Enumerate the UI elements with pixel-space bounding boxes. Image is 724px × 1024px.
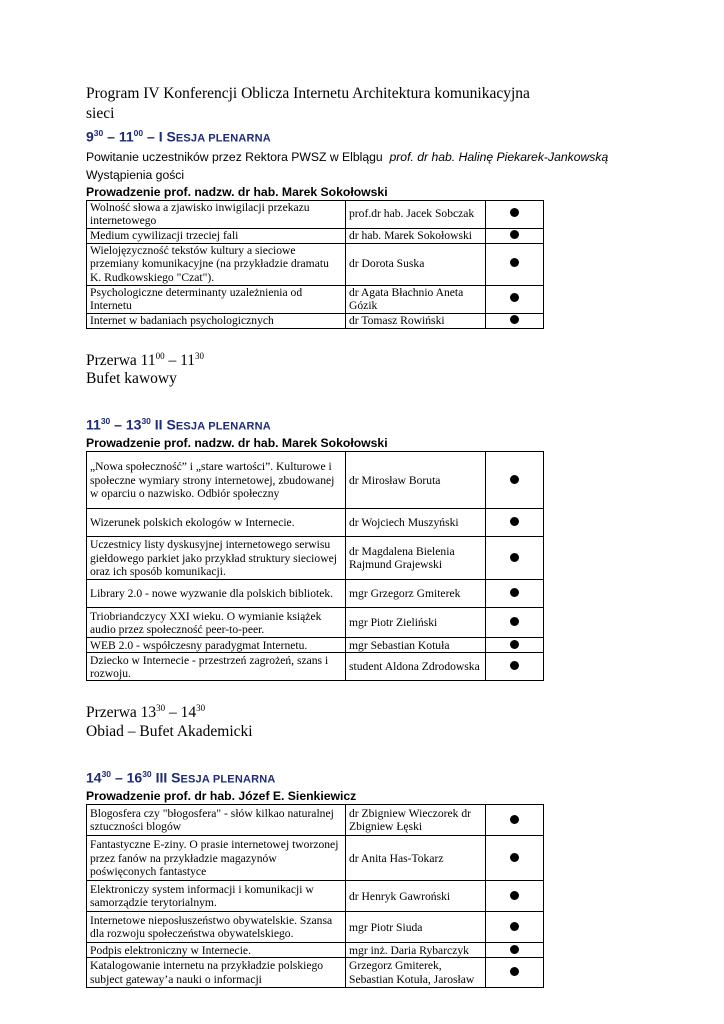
table-row: Internetowe nieposłuszeństwo obywatelskie. Szansa dla rozwoju społeczeństwa obywatelskiego. mgr Piotr Siuda (87, 912, 544, 943)
break-2-desc: Obiad – Bufet Akademicki (86, 722, 253, 740)
bullet-icon (510, 640, 519, 649)
document-page (86, 84, 609, 988)
bullet-icon (510, 967, 519, 976)
bullet-icon (510, 815, 519, 824)
break-1: Przerwa $11^{00} - 11^{30}$ (86, 350, 205, 369)
bullet-icon (510, 517, 519, 526)
session-1-welcome: Powitanie uczestników przez Rektora PWSZ w Elblągu prof. dr hab. Halinę Piekarek-Jankowską (86, 149, 609, 164)
table-row: Elektroniczy system informacji i komunikacji w samorządzie terytorialnym. dr Henryk Gawroński (87, 881, 544, 912)
table-row: „Nowa społeczność” i „stare wartości”. Kulturowe i społeczne wymiary strony internetowej, zbudowanej w oparciu o nazwisko. Odbiór społeczny dr Mirosław Boruta (87, 452, 544, 509)
table-row: Podpis elektroniczny w Internecie. mgr inż. Daria Rybarczyk (87, 943, 544, 958)
bullet-icon (510, 922, 519, 931)
bullet-icon (510, 315, 519, 324)
bullet-icon (510, 208, 519, 217)
bullet-icon (510, 293, 519, 302)
welcome-host: prof. dr hab. Halinę Piekarek-Jankowską (389, 149, 609, 164)
table-row: Uczestnicy listy dyskusyjnej internetowego serwisu giełdowego parkiet jako przykład struktury sieciowej oraz ich sposób komunikacji. dr Magdalena Bielenia Rajmund Grajewski (87, 537, 544, 580)
table-row: Wizerunek polskich ekologów w Internecie. dr Wojciech Muszyński (87, 509, 544, 537)
table-row: Blogosfera czy "błogosfera" - słów kilkao naturalnej sztuczności blogów dr Zbigniew Wieczorek dr Zbigniew Łęski (87, 805, 544, 836)
session-1-chair: Prowadzenie prof. nadzw. dr hab. Marek Sokołowski (86, 184, 388, 199)
bullet-icon (510, 588, 519, 597)
session-1-guests: Wystąpienia gości (86, 167, 185, 182)
table-row: Dziecko w Internecie - przestrzeń zagrożeń, szans i rozwoju. student Aldona Zdrodowska (87, 653, 544, 681)
bullet-icon (510, 230, 519, 239)
session-2-chair: Prowadzenie prof. nadzw. dr hab. Marek Sokołowski (86, 436, 388, 451)
bullet-icon (510, 258, 519, 267)
bullet-icon (510, 475, 519, 484)
table-row: Wolność słowa a zjawisko inwigilacji przekazu internetowego prof.dr hab. Jacek Sobczak (87, 200, 544, 228)
table-row: WEB 2.0 - współczesny paradygmat Internetu. mgr Sebastian Kotuła (87, 638, 544, 653)
bullet-icon (510, 853, 519, 862)
document-title: Program IV Konferencji Oblicza Internetu Architektura komunikacyjna sieci (86, 85, 530, 122)
table-row: Psychologiczne determinanty uzależnienia od Internetu dr Agata Błachnio Aneta Gózik (87, 285, 544, 313)
bullet-icon (510, 891, 519, 900)
table-row: Katalogowanie internetu na przykładzie polskiego subject gateway’a nauki o informacji Grzegorz Gmiterek, Sebastian Kotuła, Jarosław (87, 958, 544, 988)
bullet-icon (510, 617, 519, 626)
table-row: Fantastyczne E-ziny. O prasie internetowej tworzonej przez fanów na przykładzie magazynów poświęconych fantastyce dr Anita Has-Tokarz (87, 836, 544, 881)
session-1-heading: $9^{30} - 11^{00}$ – I SESJA PLENARNA (86, 128, 271, 145)
table-row: Internet w badaniach psychologicznych dr Tomasz Rowiński (87, 313, 544, 328)
break-2: Przerwa $13^{30} - 14^{30}$ (86, 703, 206, 722)
table-row: Wielojęzyczność tekstów kultury a sieciowe przemiany komunikacyjne (na przykładzie dramatu K. Rudkowskiego "Czat"). dr Dorota Suska (87, 243, 544, 285)
bullet-icon (510, 945, 519, 954)
table-row: Medium cywilizacji trzeciej fali dr hab. Marek Sokołowski (87, 228, 544, 243)
session-2-table (86, 451, 544, 681)
session-1-table (86, 200, 544, 329)
table-row: Triobriandczycy XXI wieku. O wymianie książek audio przez społeczność peer-to-peer. mgr Piotr Zieliński (87, 608, 544, 638)
break-1-desc: Bufet kawowy (86, 369, 177, 387)
bullet-icon (510, 661, 519, 670)
bullet-icon (510, 553, 519, 562)
session-3-heading: $14^{30} - 16^{30}$ III SESJA PLENARNA (86, 768, 276, 786)
session-2-heading: $11^{30} - 13^{30}$ II SESJA PLENARNA (86, 415, 271, 433)
table-row: Library 2.0 - nowe wyzwanie dla polskich bibliotek. mgr Grzegorz Gmiterek (87, 580, 544, 608)
session-3-table (86, 804, 544, 988)
session-3-chair: Prowadzenie prof. dr hab. Józef E. Sienkiewicz (86, 789, 357, 804)
